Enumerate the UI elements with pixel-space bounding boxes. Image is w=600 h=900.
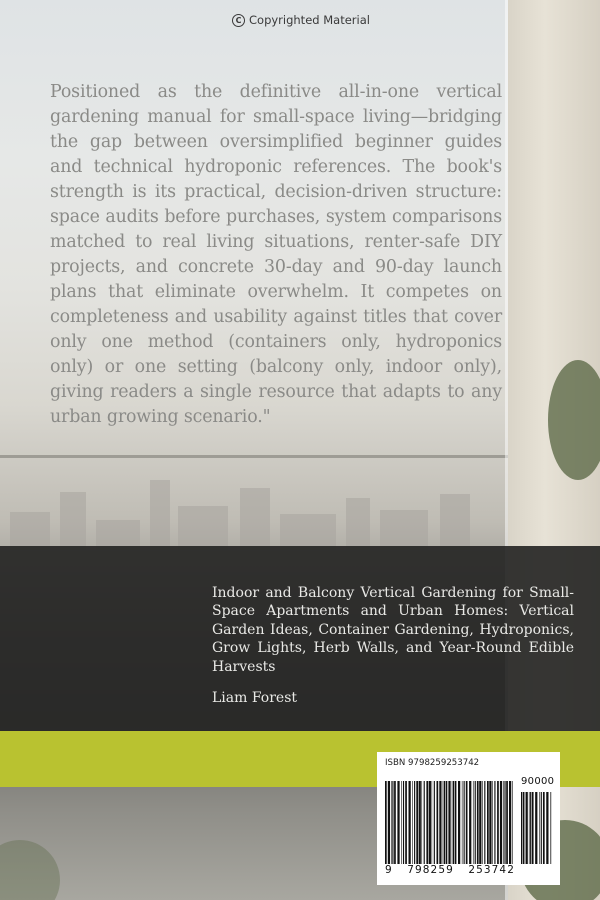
barcode-bar <box>487 781 489 864</box>
barcode-bar <box>475 781 476 864</box>
watermark-text: Copyrighted Material <box>249 13 370 27</box>
barcode-bar <box>479 781 481 864</box>
barcode-bar <box>394 781 396 864</box>
barcode-bar <box>492 781 493 864</box>
barcode-bar <box>464 781 465 864</box>
book-blurb: Positioned as the definitive all-in-one vertical gardening manual for small-space living—bridging the gap between oversimplified beginner guides and technical hydroponic references. The book's strength is its practical, decision-driven structure: space audits before purchases, system comparisons matched to real living situations, renter-safe DIY projects, and concrete 30-day and 90-day launch plans that eliminate overwhelm. It competes on completeness and usability against titles that cover only one method (containers only, hydroponics only) or one setting (balcony only, indoor only), giving readers a single resource that adapts to any urban growing scenario." <box>50 82 502 427</box>
barcode-bar <box>509 781 511 864</box>
barcode-bar <box>529 792 530 864</box>
barcode-bar <box>535 792 537 864</box>
barcode-bar <box>432 781 433 864</box>
barcode-bars <box>385 772 555 864</box>
barcode-bar <box>453 781 454 864</box>
barcode-bar <box>504 781 505 864</box>
isbn-barcode <box>377 752 560 885</box>
barcode-bar <box>452 781 453 864</box>
city-skyline-background <box>0 470 508 550</box>
barcode-bar <box>439 781 441 864</box>
barcode-bar <box>412 781 413 864</box>
price-code: 90000 <box>521 776 555 787</box>
barcode-addon-bars <box>521 792 552 864</box>
barcode-bar <box>429 781 431 864</box>
barcode-bar <box>546 792 548 864</box>
copyright-icon: C <box>232 14 245 27</box>
barcode-bar <box>506 781 508 864</box>
isbn-digits <box>385 864 515 876</box>
barcode-bar <box>539 792 540 864</box>
barcode-bar <box>543 792 545 864</box>
barcode-bar <box>388 781 390 864</box>
book-author: Liam Forest <box>212 690 298 706</box>
barcode-bar <box>414 781 415 864</box>
barcode-bar <box>497 781 499 864</box>
barcode-bar <box>526 792 528 864</box>
barcode-bar <box>462 781 463 864</box>
barcode-bar <box>419 781 421 864</box>
barcode-bar <box>409 781 411 864</box>
barcode-bar <box>421 781 422 864</box>
isbn-digit-group: 253742 <box>468 864 515 876</box>
barcode-main-bars <box>385 781 513 864</box>
barcode-bar <box>397 781 399 864</box>
barcode-bar <box>455 781 457 864</box>
barcode-bar <box>494 781 495 864</box>
plant-foliage <box>548 360 600 480</box>
barcode-bar <box>405 781 407 864</box>
barcode-bar <box>521 792 522 864</box>
barcode-bar <box>530 792 531 864</box>
barcode-bar <box>416 781 418 864</box>
barcode-bar <box>550 792 551 864</box>
isbn-label: ISBN 9798259253742 <box>385 758 480 768</box>
barcode-bar <box>482 781 483 864</box>
barcode-bar <box>523 792 525 864</box>
barcode-bar <box>532 792 534 864</box>
barcode-bar <box>403 781 404 864</box>
barcode-bar <box>489 781 491 864</box>
balcony-railing <box>0 455 508 458</box>
barcode-bar <box>473 781 474 864</box>
barcode-bar <box>391 781 392 864</box>
barcode-bar <box>392 781 393 864</box>
barcode-bar <box>385 781 387 864</box>
barcode-bar <box>443 781 444 864</box>
barcode-bar <box>444 781 445 864</box>
barcode-bar <box>477 781 479 864</box>
barcode-bar <box>434 781 435 864</box>
title-band <box>0 546 600 731</box>
barcode-bar <box>503 781 504 864</box>
barcode-bar <box>469 781 471 864</box>
barcode-bar <box>458 781 460 864</box>
barcode-bar <box>512 781 513 864</box>
barcode-bar <box>484 781 485 864</box>
plant-foliage <box>0 840 60 900</box>
book-title: Indoor and Balcony Vertical Gardening for Small-Space Apartments and Urban Homes: Vertical Garden Ideas, Container Gardening, Hydroponics, Grow Lights, Herb Walls, and Year-Round Edible Harvests <box>212 585 574 675</box>
isbn-digit-group: 9 <box>385 864 393 876</box>
barcode-bar <box>437 781 439 864</box>
isbn-digit-group: 798259 <box>407 864 454 876</box>
barcode-bar <box>401 781 402 864</box>
barcode-bar <box>446 781 448 864</box>
barcode-bar <box>500 781 502 864</box>
barcode-bar <box>426 781 428 864</box>
copyright-watermark <box>232 13 370 27</box>
barcode-bar <box>466 781 468 864</box>
barcode-bar <box>424 781 425 864</box>
barcode-bar <box>541 792 542 864</box>
barcode-bar <box>448 781 450 864</box>
